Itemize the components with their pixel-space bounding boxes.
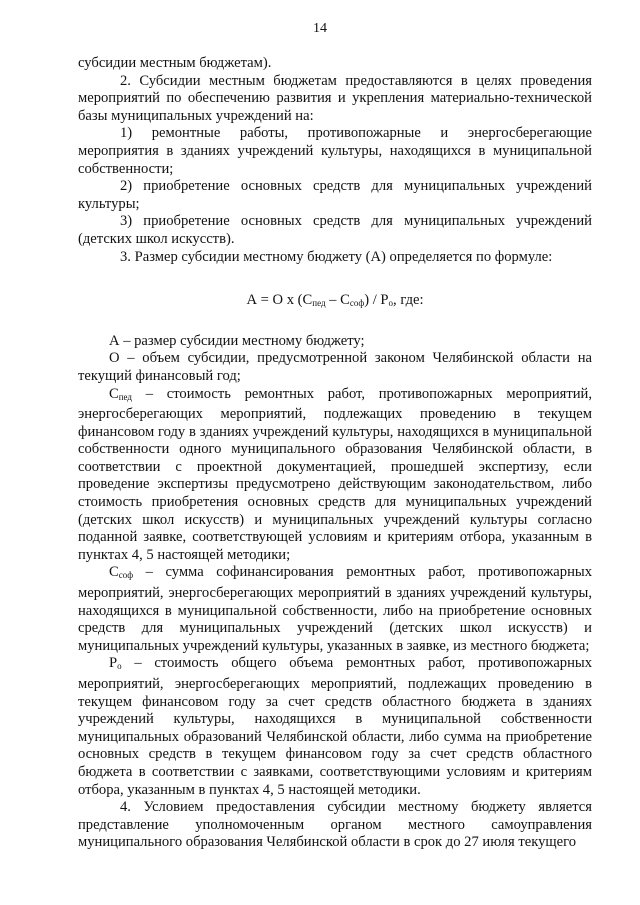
document-body [78,55,592,852]
symbol-sub-o: о [117,661,122,672]
formula-sub-sof: соф [349,298,365,309]
definition-c-sof-text: – сумма софинансирования ремонтных работ, противопожарных мероприятий, энергосберегающих мероприятий в зданиях учреждений культуры, находящихся в муниципальной собственности, либо на приобретение основных средств для муниципальных учреждений (детских школ искусств) и муниципальных учреждений культуры, указанных в заявке, из местного бюджета; [78,564,592,654]
list-item-1: 1) ремонтные работы, противопожарные и энергосберегающие мероприятия в зданиях учреждений культуры, находящихся в муниципальной собственности; [78,125,592,177]
definition-c-ped-text: – стоимость ремонтных работ, противопожарных мероприятий, энергосберегающих мероприятий, подлежащих проведению в текущем финансовом году в зданиях учреждений культуры, находящихся в муниципальной собственности одного муниципального образования Челябинской области, в соответствии с проектной документацией, прошедшей экспертизу, если проведение экспертизы предусмотрено действующим законодательством, либо стоимость приобретения основных средств для муниципальных учреждений (детских школ искусств) и муниципальных учреждений культуры согласно поданной заявке, соответствующей условиям и критериям отбора, указанным в пунктах 4, 5 настоящей методики; [78,385,592,563]
symbol-sub-sof: соф [118,570,134,581]
formula-div: ) / Р [364,292,389,309]
formula-sub-o: о [388,298,394,309]
definition-p-o [78,655,592,799]
page-number: 14 [313,21,327,36]
definition-c-sof [78,564,592,655]
paragraph-3: 3. Размер субсидии местному бюджету (А) определяется по формуле: [120,248,553,265]
formula-lhs: А = О х (С [246,292,313,309]
symbol-p-o: Р [109,655,118,672]
paragraph-4: 4. Условием предоставления субсидии местному бюджету является представление уполномоченным органом местного самоуправления муниципального образования Челябинской области в срок до 27 июля текущего [78,799,592,851]
paragraph-2: 2. Субсидии местным бюджетам предоставляются в целях проведения мероприятий по обеспечению развития и укрепления материально-технической базы муниципальных учреждений на: [78,72,592,124]
list-item-3: 3) приобретение основных средств для муниципальных учреждений (детских школ искусств). [78,213,592,247]
definition-c-ped [78,386,592,565]
formula-sub-ped: пед [312,298,326,309]
paragraph-continuation: субсидии местным бюджетам). [78,55,272,71]
definition-a: А – размер субсидии местному бюджету; [109,332,365,349]
formula [78,292,592,313]
symbol-c-sof: С [109,564,119,581]
symbol-c-ped: С [109,385,119,402]
formula-minus: – С [325,292,350,309]
symbol-sub-ped: пед [118,391,133,402]
definition-p-o-text: – стоимость общего объема ремонтных работ, противопожарных мероприятий, энергосберегающих мероприятий, подлежащих проведению в текущем финансовом году за счет средств областного бюджета в зданиях учреждений культуры, находящихся в муниципальной собственности муниципальных образований Челябинской области, либо сумма на приобретение основных средств в текущем финансовом году за счет средств областного бюджета в соответствии с заявками, соответствующими условиям и критериям отбора, указанным в пунктах 4, 5 настоящей методики. [78,655,592,798]
list-item-2: 2) приобретение основных средств для муниципальных учреждений культуры; [78,178,592,212]
formula-tail: , где: [393,292,424,309]
definition-o: О – объем субсидии, предусмотренной законом Челябинской области на текущий финансовый год; [78,350,592,384]
